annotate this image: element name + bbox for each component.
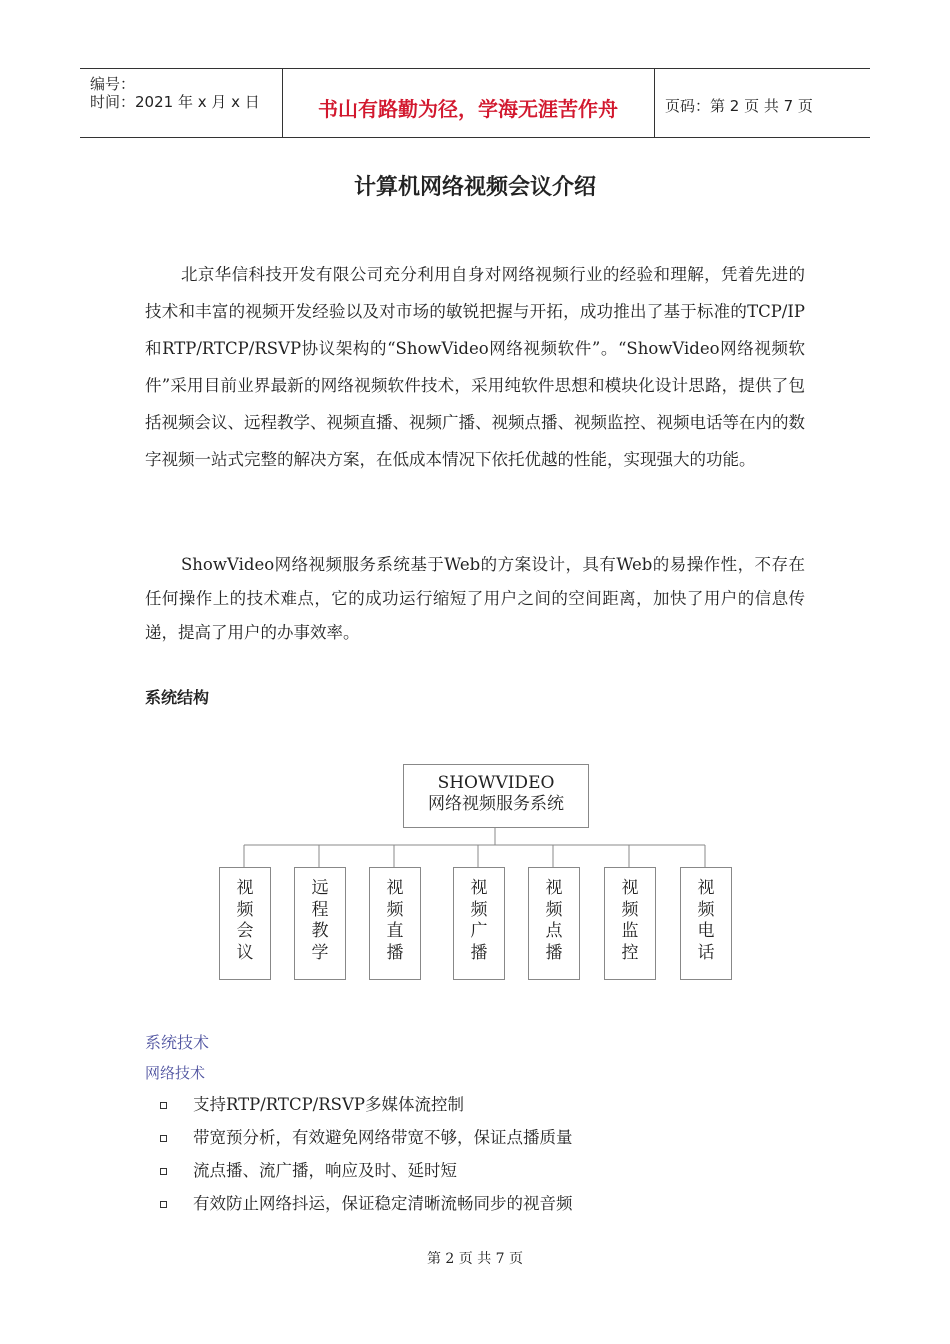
node-label: 远程教学 — [311, 878, 329, 963]
node-video-conference — [219, 867, 271, 980]
node-remote-teaching — [294, 867, 346, 980]
node-video-monitoring — [604, 867, 656, 980]
bullet-square-icon — [160, 1168, 167, 1175]
node-label: 视频监控 — [621, 878, 639, 963]
network-tech-heading: 网络技术 — [145, 1064, 206, 1082]
list-item-text: 流点播、流广播，响应及时、延时短 — [193, 1161, 457, 1180]
motto-cell — [282, 69, 655, 137]
root-node — [403, 764, 589, 828]
list-item-text: 有效防止网络抖运，保证稳定清晰流畅同步的视音频 — [193, 1194, 573, 1213]
list-item — [160, 1091, 464, 1115]
bullet-square-icon — [160, 1201, 167, 1208]
page-info-text: 页码：第 2 页 共 7 页 — [665, 97, 813, 115]
intro-paragraph: 北京华信科技开发有限公司充分利用自身对网络视频行业的经验和理解，凭着先进的技术和丰富的视频开发经验以及对市场的敏锐把握与开拓，成功推出了基于标准的TCP/IP和RTP/RTCP/RSVP协议架构的“ShowVideo网络视频软件”。“ShowVideo网络视频软件”采用目前业界最新的网络视频软件技术，采用纯软件思想和模块化设计思路，提供了包括视频会议、远程教学、视频直播、视频广播、视频点播、视频监控、视频电话等在内的数字视频一站式完整的解决方案，在低成本情况下依托优越的性能，实现强大的功能。 — [145, 265, 805, 469]
bullet-square-icon — [160, 1102, 167, 1109]
root-node-subtitle: 网络视频服务系统 — [428, 794, 564, 814]
header-meta-cell — [80, 69, 283, 137]
system-tech-heading: 系统技术 — [145, 1033, 210, 1052]
web-paragraph: ShowVideo网络视频服务系统基于Web的方案设计，具有Web的易操作性，不存在任何操作上的技术难点，它的成功运行缩短了用户之间的空间距离，加快了用户的信息传递，提高了用户的办事效率。 — [145, 555, 805, 642]
time-label: 时间：2021 年 x 月 x 日 — [90, 93, 260, 111]
motto-text: 书山有路勤为径，学海无涯苦作舟 — [318, 97, 618, 121]
list-item — [160, 1157, 457, 1181]
node-label: 视频直播 — [386, 878, 404, 963]
node-label: 视频点播 — [545, 878, 563, 963]
list-item — [160, 1190, 573, 1214]
node-label: 视频广播 — [470, 878, 488, 963]
number-label: 编号： — [90, 75, 136, 93]
node-video-broadcast — [453, 867, 505, 980]
node-label: 视频电话 — [697, 878, 715, 963]
node-live-broadcast — [369, 867, 421, 980]
node-video-phone — [680, 867, 732, 980]
section-heading: 系统结构 — [145, 688, 210, 707]
node-video-on-demand — [528, 867, 580, 980]
page-footer: 第 2 页 共 7 页 — [426, 1251, 524, 1267]
header-table — [80, 68, 870, 138]
list-item-text: 支持RTP/RTCP/RSVP多媒体流控制 — [193, 1095, 464, 1114]
list-item — [160, 1124, 573, 1148]
list-item-text: 带宽预分析，有效避免网络带宽不够，保证点播质量 — [193, 1128, 573, 1147]
document-title: 计算机网络视频会议介绍 — [353, 175, 596, 200]
page-info-cell — [655, 69, 870, 137]
root-node-title: SHOWVIDEO — [437, 773, 555, 793]
bullet-square-icon — [160, 1135, 167, 1142]
node-label: 视频会议 — [236, 878, 254, 963]
